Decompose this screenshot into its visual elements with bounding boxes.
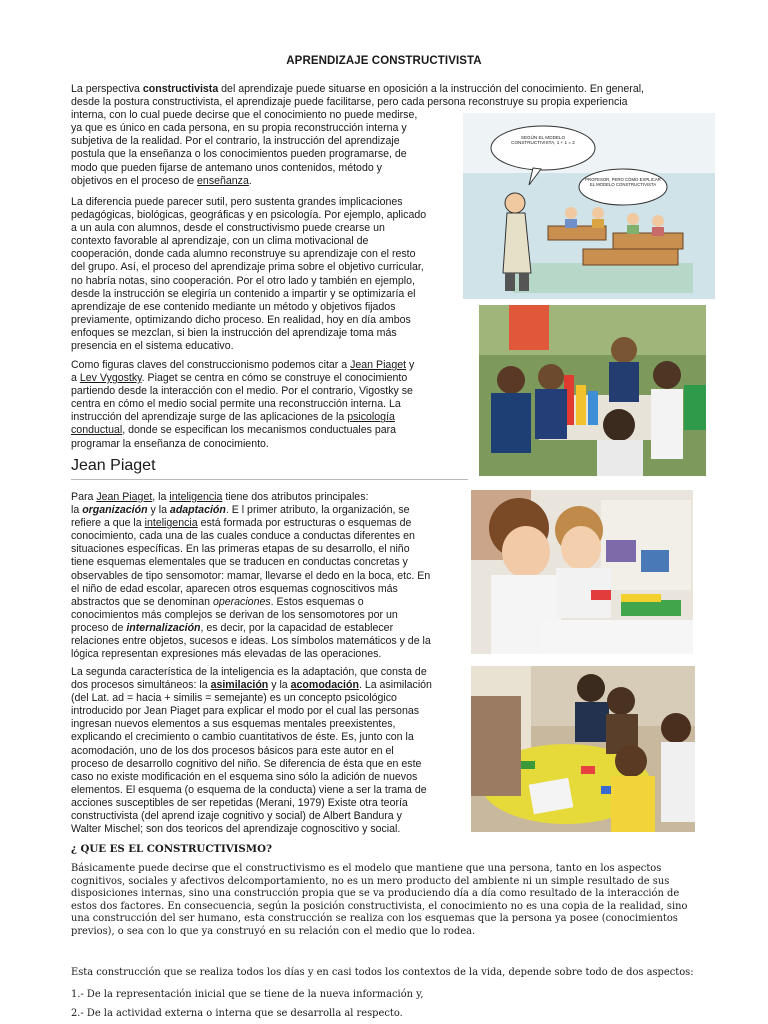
section-heading-jean-piaget: Jean Piaget (71, 457, 156, 474)
text-run: refiere a que la (71, 517, 145, 530)
text-run: explicando el crecimiento o cambio cuantitativos de éste. Es, junto con la (71, 731, 414, 744)
text-run: lógica representan expresiones más elevadas de las operaciones. (71, 648, 382, 661)
text-line (71, 438, 471, 451)
text-run: desde la postura constructivista, el aprendizaje puede facilitarse, pero cada persona reconstruye su propia experiencia (71, 96, 628, 109)
text-line (71, 491, 471, 504)
text-line (71, 609, 471, 622)
text-run: , donde se especifican los mecanismos conductuales para (122, 424, 397, 437)
text-run: y la (147, 504, 170, 517)
text-run: partiendo desde la interacción con el medio. Por el contrario, Vigostky se (71, 385, 413, 398)
text-line (71, 745, 471, 758)
text-line (71, 810, 471, 823)
text-line (71, 635, 471, 648)
text-run: ingresan nuevos elementos a sus esquemas mentales preexistentes, (71, 718, 396, 731)
text-run: programar la enseñanza de conocimiento. (71, 437, 269, 450)
text-run: situaciones específicas. En las primeras etapas de su desarrollo, el niño (71, 543, 410, 556)
text-run: la (71, 504, 83, 517)
text-line (71, 301, 471, 314)
text-run: pedagógicas, biológicas, geográficas y en psicología. Por ejemplo, aplicado (71, 209, 427, 222)
text-run: operaciones (212, 595, 271, 608)
text-run: conocimiento, cada una de las cuales conduce a conductas diferentes en (71, 530, 415, 543)
text-line (71, 771, 471, 784)
cartoon-classroom-illustration (463, 113, 715, 299)
text-line (71, 823, 471, 836)
text-run: cognitivos, sociales y afectivos delcomportamiento, no es un mero producto del ambiente ni un simple resultado de sus (71, 875, 670, 887)
photo-children-playing-blocks (479, 305, 706, 476)
text-run: Básicamente puede decirse que el constructivismo es el modelo que mantiene que una persona, tanto en los aspectos (71, 863, 662, 874)
photo-boys-at-table (471, 490, 693, 654)
text-line (71, 504, 471, 517)
text-run: está formada por estructuras o esquemas de (197, 517, 412, 530)
text-run: La diferencia puede parecer sutil, pero sustenta grandes implicaciones (71, 196, 403, 208)
text-line (71, 622, 471, 635)
text-run: no habría notas, sino cooperación. Por el otro lado y también en ejemplo, (71, 274, 415, 287)
text-run: . La asimilación (358, 679, 432, 692)
text-line (71, 888, 711, 901)
text-run: proceso de (71, 621, 127, 634)
text-line (71, 411, 471, 424)
text-line (71, 556, 471, 569)
speech-bubble-student: PROFESOR, PERO CÓMO EXPLICAR EL MODELO CONSTRUCTIVISTA (585, 177, 661, 188)
text-line (71, 248, 471, 261)
text-run: objetivos en el proceso de (71, 174, 198, 187)
list-item-2: 2.- De la actividad externa o interna que se desarrolla al respecto. (71, 1008, 403, 1019)
text-line (71, 372, 471, 385)
text-run: del aprendizaje puede situarse en oposición a la instrucción del conocimiento. En general, (218, 83, 645, 95)
text-link[interactable]: inteligencia (144, 517, 198, 530)
text-line (71, 83, 691, 96)
text-run: Como figuras claves del construccionismo podemos citar a (71, 359, 351, 371)
text-run: abstractos que se denominan (71, 595, 213, 608)
text-link[interactable]: Lev Vygostky (79, 372, 142, 385)
text-run: desde la instrucción se elegiría un contenido a impartir y se optimizaría el (71, 287, 416, 300)
text-line (71, 424, 471, 437)
text-run: constructivista (142, 83, 219, 95)
text-line (71, 196, 471, 209)
text-line (71, 679, 471, 692)
text-run: instrucción del aprendizaje surge de las aplicaciones de la (71, 411, 348, 424)
text-link[interactable]: conductual (71, 424, 123, 437)
text-line (71, 96, 691, 109)
text-line (71, 705, 471, 718)
text-run: aprendizaje de ese contenido mediante un método y objetivos fijados (71, 300, 396, 313)
text-line (71, 758, 471, 771)
text-run: a un aula con alumnos, desde el constructivismo puede crearse un (71, 222, 385, 235)
text-run: cooperación, donde cada alumno reconstruye su aprendizaje con el resto (71, 248, 416, 261)
text-run: Walter Mischel; son dos teoricos del aprendizaje cognoscitivo y social. (71, 823, 401, 836)
text-line (71, 385, 471, 398)
text-line (71, 926, 711, 939)
text-run: . Estos esquemas o (270, 595, 364, 608)
text-run: y (406, 359, 415, 371)
text-run: postula que la enseñanza o los conocimientos pueden programarse, de (71, 148, 407, 161)
text-run: dos procesos simultáneos: la (71, 679, 211, 692)
text-line (71, 222, 471, 235)
text-run: estos dos factores. En consecuencia, según la posición constructivista, el conocimiento no es una copia de la realidad, sino (71, 900, 688, 912)
paragraph-key-figures (71, 359, 471, 451)
text-line (71, 570, 471, 583)
text-line (71, 784, 471, 797)
text-run: tiene esquemas elementales que se traducen en conductas concretas y (71, 556, 408, 569)
text-line (71, 543, 471, 556)
emphasized-term: enseñanza (197, 174, 249, 187)
emphasized-term: asimilación (210, 679, 269, 692)
text-run: internalización (126, 621, 201, 634)
question-heading: ¿ QUE ES EL CONSTRUCTIVISMO? (71, 843, 272, 855)
text-run: proceso de desarrollo cognitivo del niño. Se diferencia de ésta que en este (71, 757, 422, 770)
text-run: La segunda característica de la inteligencia es la adaptación, que consta de (71, 666, 427, 678)
text-line (71, 666, 471, 679)
text-line (71, 718, 471, 731)
text-run: elementos. El esquema (o esquema de la conducta) viene a ser la trama de (71, 783, 427, 796)
text-line (71, 731, 471, 744)
text-line (71, 340, 471, 353)
text-run: enfoques se mezclan, si bien la instrucción del aprendizaje toma más (71, 326, 397, 339)
text-line (71, 863, 711, 876)
page-title: APRENDIZAJE CONSTRUCTIVISTA (286, 55, 482, 67)
text-line (71, 530, 471, 543)
text-run: acciones susceptibles de ser repetidas (Merani, 1979) Existe otra teoría (71, 796, 408, 809)
text-line (71, 398, 471, 411)
text-line (71, 797, 471, 810)
text-run: el niño de edad escolar, aparecen otros esquemas cognoscitivos más (71, 582, 398, 595)
text-link[interactable]: Jean Piaget (96, 491, 153, 503)
text-line (71, 901, 711, 914)
text-run: observables de tipo sensomotor: mamar, llevarse el dedo en la boca, etc. En (71, 569, 431, 582)
text-line (71, 517, 471, 530)
text-line (71, 692, 471, 705)
text-run: centra en cómo el medio social permite una reconstrucción interna. La (71, 398, 401, 411)
text-run: La perspectiva (71, 83, 143, 95)
text-run: previos), o sea con lo que ya construyó en su relación con el medio que lo rodea. (71, 925, 476, 937)
text-run: del grupo. Así, el proceso del aprendizaje prima sobre el objetivo curricular, (71, 261, 424, 274)
text-run: , la (152, 491, 170, 503)
text-line (71, 261, 471, 274)
text-line (71, 596, 471, 609)
text-run: ya que es único en cada persona, en su propia reconstrucción interna y (71, 122, 407, 135)
speech-bubble-teacher: SEGÚN EL MODELO CONSTRUCTIVISTA, 1 + 1 = 2 (511, 135, 575, 146)
text-run: conocimientos más complejos se derivan de los sensomotores por un (71, 608, 398, 621)
text-run: (del Lat. ad = hacia + similis = semejante) es un concepto psicológico (71, 692, 397, 705)
text-run: subjetiva de la realidad. Por el contrario, la instrucción del aprendizaje (71, 135, 400, 148)
text-run: . E l primer atributo, la organización, se (225, 504, 410, 517)
text-run: caso no existe modificación en el esquema sino sólo la adición de nuevos (71, 770, 418, 783)
text-line (71, 359, 471, 372)
text-run: y la (268, 679, 291, 692)
text-run: adaptación (169, 504, 226, 517)
text-run: relaciones entre objetos, sucesos e ideas. Los símbolos matemáticos y de la (71, 635, 431, 648)
section-divider (71, 479, 468, 480)
text-run: una construcción del ser humano, esta construcción se realiza con los esquemas que la persona ya posee (conocimientos (71, 913, 678, 925)
text-line (71, 209, 471, 222)
text-run: a (71, 372, 80, 385)
paragraph-adaptation (71, 666, 471, 836)
text-line (71, 583, 471, 596)
text-run: introducido por Jean Piaget para explicar el modo por el cual las personas (71, 705, 420, 718)
text-run: . Piaget se centra en cómo se construye el conocimiento (141, 372, 408, 385)
paragraph-construction: Esta construcción que se realiza todos los días y en casi todos los contextos de la vida, depende sobre todo de dos aspectos: (71, 967, 694, 978)
text-line (71, 648, 471, 661)
text-line (71, 314, 471, 327)
text-run: constructivista (del aprend izaje cognitivo y social) de Albert Bandura y (71, 810, 402, 823)
text-line (71, 327, 471, 340)
text-run: organización (82, 504, 148, 517)
text-run: previamente, optimizando dicho proceso. En realidad, hoy en día ambos (71, 313, 411, 326)
text-run: presencia en el sistema educativo. (71, 340, 234, 353)
text-run: disposiciones internas, sino una construcción propia que se va produciendo día a día como resultado de la interacción de (71, 888, 680, 900)
paragraph-intelligence (71, 491, 471, 661)
text-line (71, 235, 471, 248)
text-run: acomodación, uno de los dos procesos básicos para este autor en el (71, 744, 394, 757)
text-line (71, 876, 711, 889)
text-run: tiene dos atributos principales: (222, 491, 369, 503)
text-run: interna, con lo cual puede decirse que el conocimiento no puede medirse, (71, 109, 418, 122)
paragraph-difference (71, 196, 471, 353)
text-run: Para (71, 491, 97, 503)
text-run: . (248, 174, 252, 187)
text-line (71, 275, 471, 288)
text-run: , es decir, por la capacidad de establecer (200, 621, 394, 634)
text-run: modo que pueden fijarse de antemano unos contenidos, método y (71, 161, 382, 174)
emphasized-term: acomodación (290, 679, 359, 692)
text-run: contexto favorable al aprendizaje, con un clima motivacional de (71, 235, 369, 248)
photo-children-round-table (471, 666, 695, 832)
text-link[interactable]: psicología (347, 411, 395, 424)
text-line (71, 288, 471, 301)
list-item-1: 1.- De la representación inicial que se tiene de la nueva información y, (71, 989, 424, 1000)
text-link[interactable]: inteligencia (169, 491, 223, 503)
text-link[interactable]: Jean Piaget (350, 359, 407, 371)
text-line (71, 913, 711, 926)
paragraph-what-is-constructivism (71, 863, 711, 939)
